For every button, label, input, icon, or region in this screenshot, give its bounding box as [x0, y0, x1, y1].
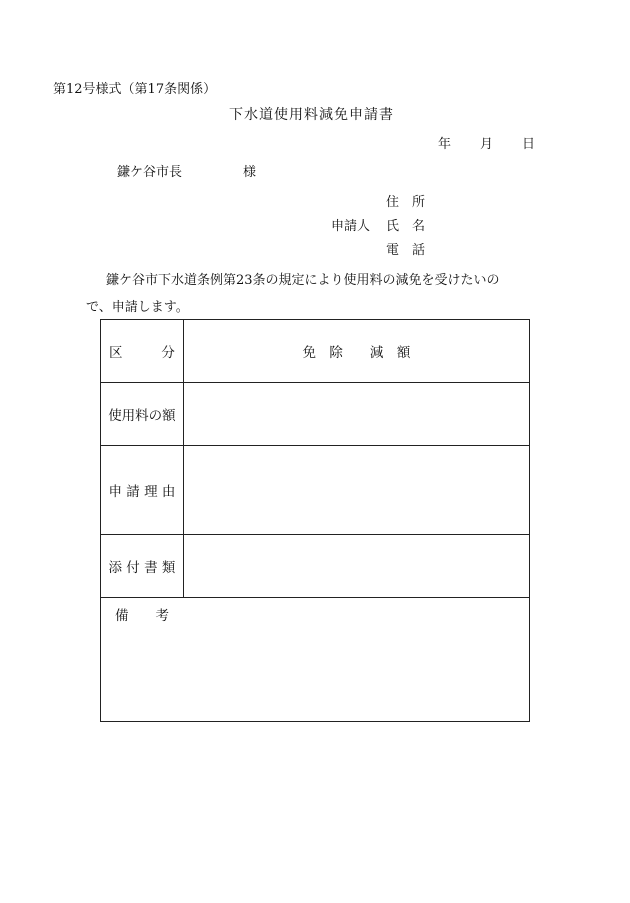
fee-value-cell[interactable]: [183, 383, 529, 446]
body-text-line1: 鎌ケ谷市下水道条例第23条の規定により使用料の減免を受けたいの: [106, 273, 500, 288]
reason-label: 申 請 理 由: [108, 484, 176, 500]
reason-value-cell[interactable]: [183, 446, 529, 535]
attachments-label-cell: [101, 535, 184, 598]
fee-label-cell: [101, 383, 184, 446]
category-header-char2: 分: [161, 345, 175, 361]
body-text-line2: で、申請します。: [86, 300, 189, 315]
table-row: [101, 535, 530, 598]
addressee-honorific: 様: [243, 165, 257, 180]
applicant-phone-label: 電 話: [386, 243, 426, 258]
exemption-header: 免 除 減 額: [302, 345, 411, 361]
table-row: [101, 446, 530, 535]
reason-label-cell: [101, 446, 184, 535]
attachments-value-cell[interactable]: [183, 535, 529, 598]
applicant-address-label: 住 所: [386, 195, 426, 210]
remarks-label: 備 考: [115, 608, 169, 624]
fee-label: 使用料の額: [108, 408, 176, 424]
exemption-header-cell: [183, 320, 529, 383]
applicant-label: 申請人: [331, 219, 371, 234]
addressee-name: 鎌ケ谷市長: [117, 165, 183, 180]
category-header-char1: 区: [109, 345, 123, 361]
remarks-cell[interactable]: [101, 598, 530, 722]
remarks-row: [101, 598, 530, 722]
attachments-label: 添 付 書 類: [108, 560, 176, 576]
exemption-table: [100, 319, 530, 722]
table-header-row: [101, 320, 530, 383]
applicant-name-label: 氏 名: [386, 219, 426, 234]
date-year-label: 年: [438, 137, 452, 152]
category-header-cell: [101, 320, 184, 383]
date-day-label: 日: [522, 137, 536, 152]
document-title: 下水道使用料減免申請書: [229, 107, 394, 123]
form-number: 第12号様式（第17条関係）: [53, 82, 217, 97]
table-row: [101, 383, 530, 446]
date-month-label: 月: [480, 137, 494, 152]
